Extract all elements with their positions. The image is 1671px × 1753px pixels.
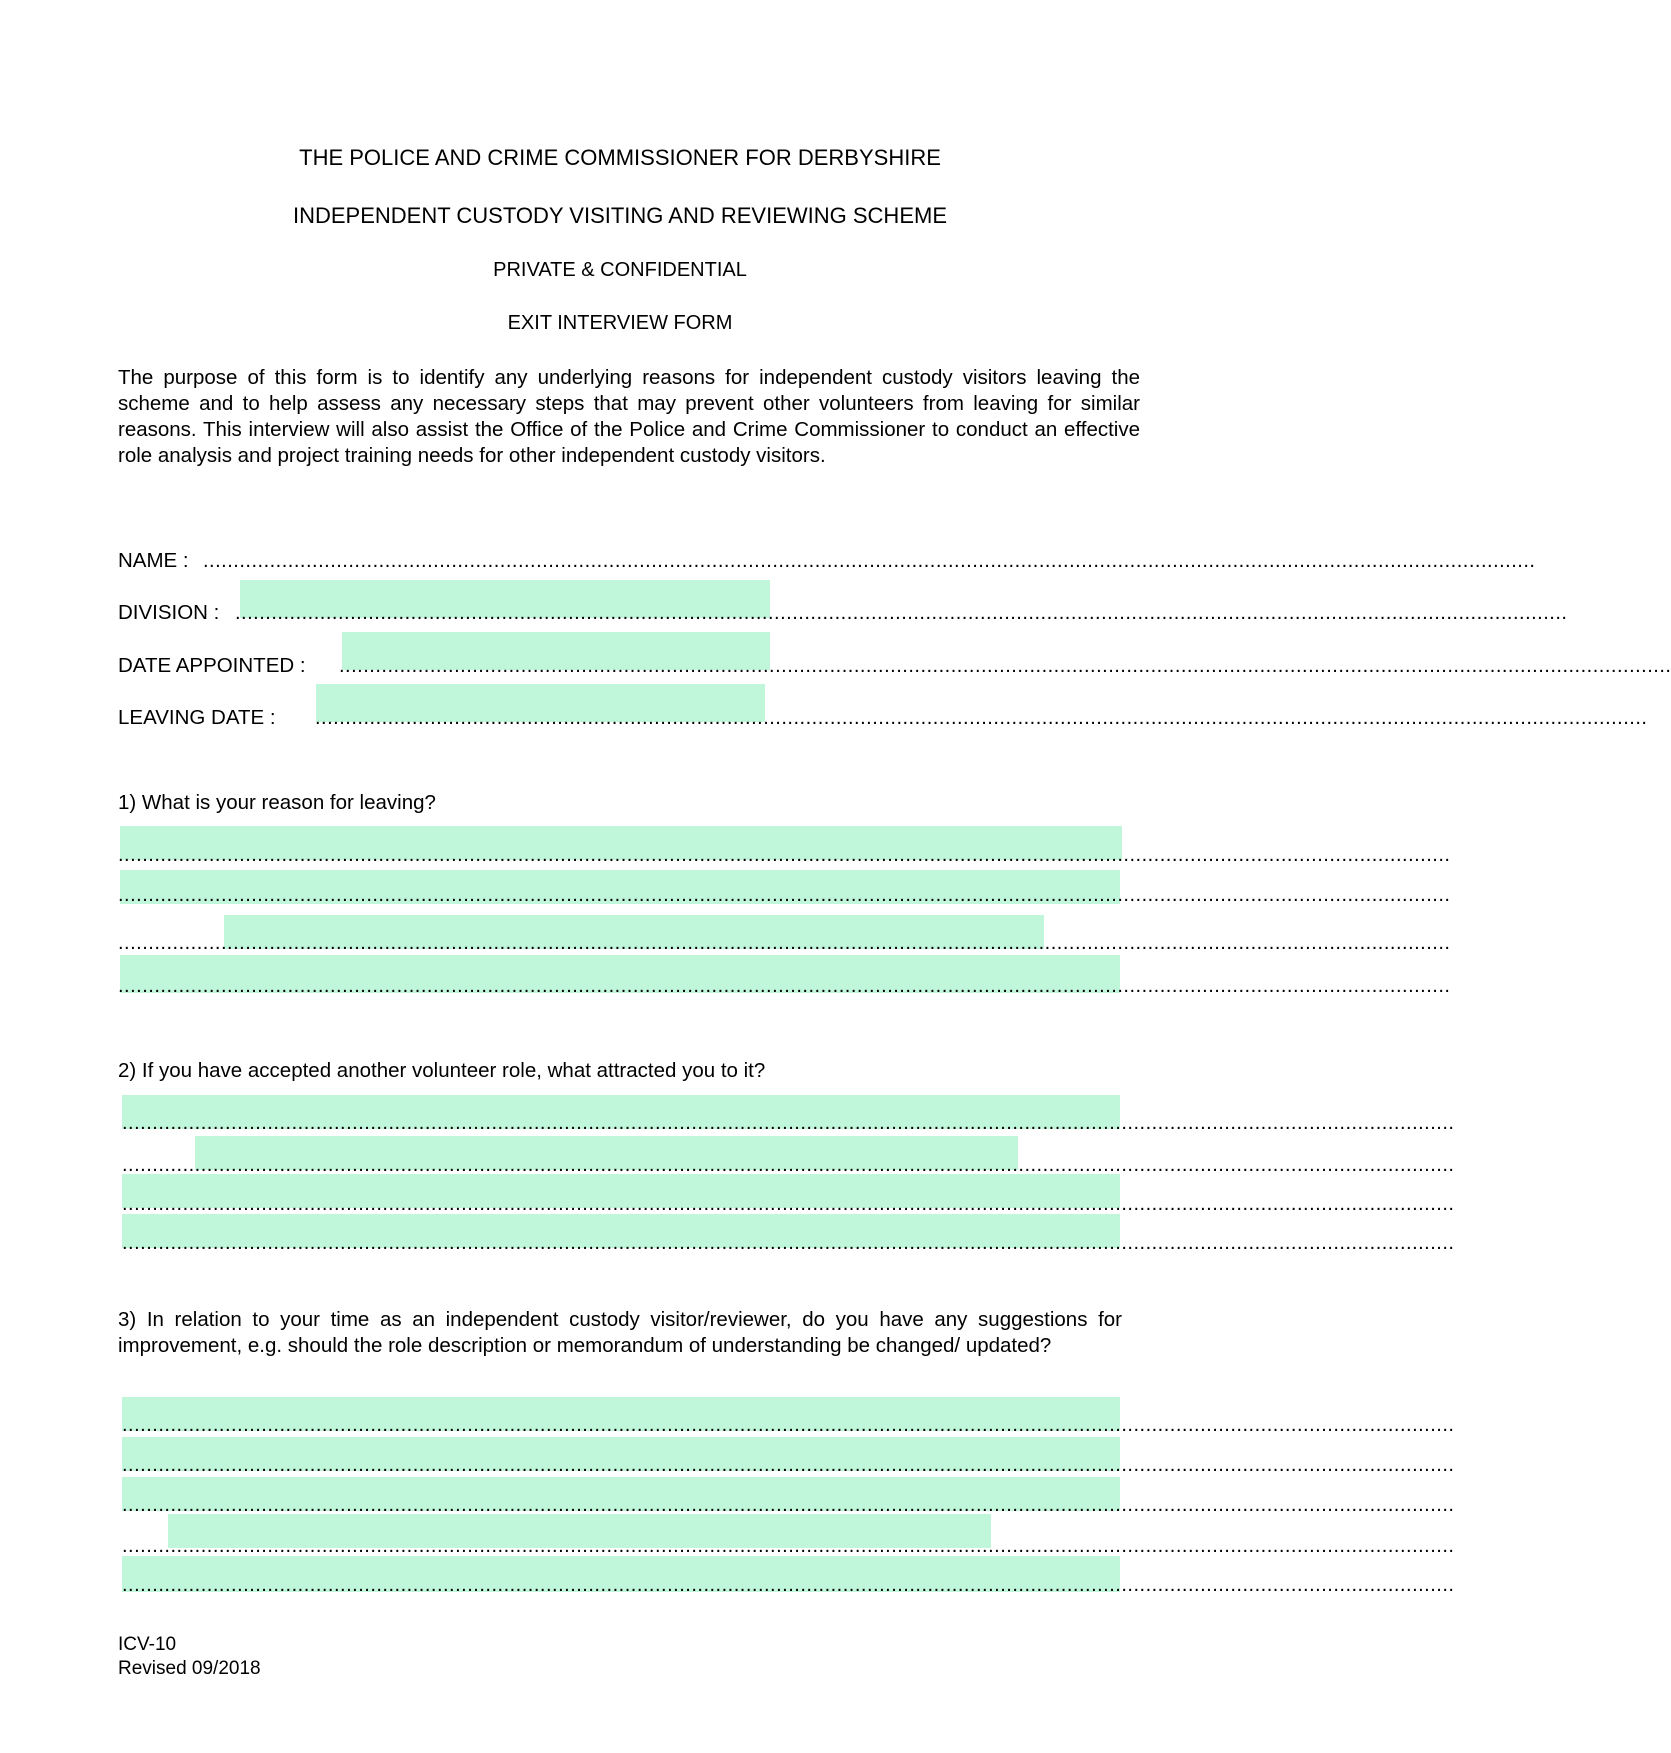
division-field[interactable]: ............................................................................................................................................................................................................................ xyxy=(235,602,1568,624)
header-form-title: EXIT INTERVIEW FORM xyxy=(507,312,733,334)
intro-paragraph: The purpose of this form is to identify any underlying reasons for independent custody visitors leaving the scheme and to help assess any necessary steps that may prevent other volunteers from leaving for similar reasons. This interview will also assist the Office of the Police and Crime Commissioner to conduct an effective role analysis and project training needs for other independent custody visitors. xyxy=(118,366,1140,467)
question-1: 1) What is your reason for leaving? xyxy=(118,791,436,814)
name-row xyxy=(118,546,1536,576)
leaving-date-field[interactable]: ............................................................................................................................................................................................................................ xyxy=(315,707,1648,729)
revision-date: Revised 09/2018 xyxy=(118,1658,261,1679)
answer-1-line-4[interactable]: ............................................................................................................................................................................................................................ xyxy=(118,975,1451,997)
answer-3-line-5[interactable]: ............................................................................................................................................................................................................................ xyxy=(122,1574,1455,1596)
answer-3-line-3[interactable]: ............................................................................................................................................................................................................................ xyxy=(122,1494,1455,1516)
division-row xyxy=(118,598,1568,628)
answer-2-line-3[interactable]: ............................................................................................................................................................................................................................ xyxy=(122,1193,1455,1215)
date-appointed-field[interactable]: ............................................................................................................................................................................................................................ xyxy=(339,655,1671,677)
answer-3-line-2[interactable]: ............................................................................................................................................................................................................................ xyxy=(122,1454,1455,1476)
answer-2-line-4[interactable]: ............................................................................................................................................................................................................................ xyxy=(122,1232,1455,1254)
answer-2-line-2[interactable]: ............................................................................................................................................................................................................................ xyxy=(122,1154,1455,1176)
date-appointed-row xyxy=(118,651,1671,681)
answer-1-line-2[interactable]: ............................................................................................................................................................................................................................ xyxy=(118,884,1451,906)
form-code: ICV-10 xyxy=(118,1634,177,1655)
date-appointed-label: DATE APPOINTED : xyxy=(118,654,306,677)
answer-3-line-1[interactable]: ............................................................................................................................................................................................................................ xyxy=(122,1414,1455,1436)
name-field[interactable]: ............................................................................................................................................................................................................................ xyxy=(203,550,1536,572)
answer-1-line-3[interactable]: ............................................................................................................................................................................................................................ xyxy=(118,932,1451,954)
leaving-date-row xyxy=(118,703,1648,733)
header-scheme: INDEPENDENT CUSTODY VISITING AND REVIEWING SCHEME xyxy=(293,203,947,228)
division-label: DIVISION : xyxy=(118,601,220,624)
question-2: 2) If you have accepted another volunteer role, what attracted you to it? xyxy=(118,1059,766,1082)
answer-1-line-1[interactable]: ............................................................................................................................................................................................................................ xyxy=(118,844,1451,866)
header-commissioner: THE POLICE AND CRIME COMMISSIONER FOR DERBYSHIRE xyxy=(299,145,941,170)
answer-2-line-1[interactable]: ............................................................................................................................................................................................................................ xyxy=(122,1112,1455,1134)
name-label: NAME : xyxy=(118,549,189,572)
answer-3-line-4[interactable]: ............................................................................................................................................................................................................................ xyxy=(122,1535,1455,1557)
leaving-date-label: LEAVING DATE : xyxy=(118,706,276,729)
header-confidential: PRIVATE & CONFIDENTIAL xyxy=(493,259,747,281)
question-3: 3) In relation to your time as an independent custody visitor/reviewer, do you have any suggestions for improvement, e.g. should the role description or memorandum of understanding be changed/ updated? xyxy=(118,1308,1122,1357)
